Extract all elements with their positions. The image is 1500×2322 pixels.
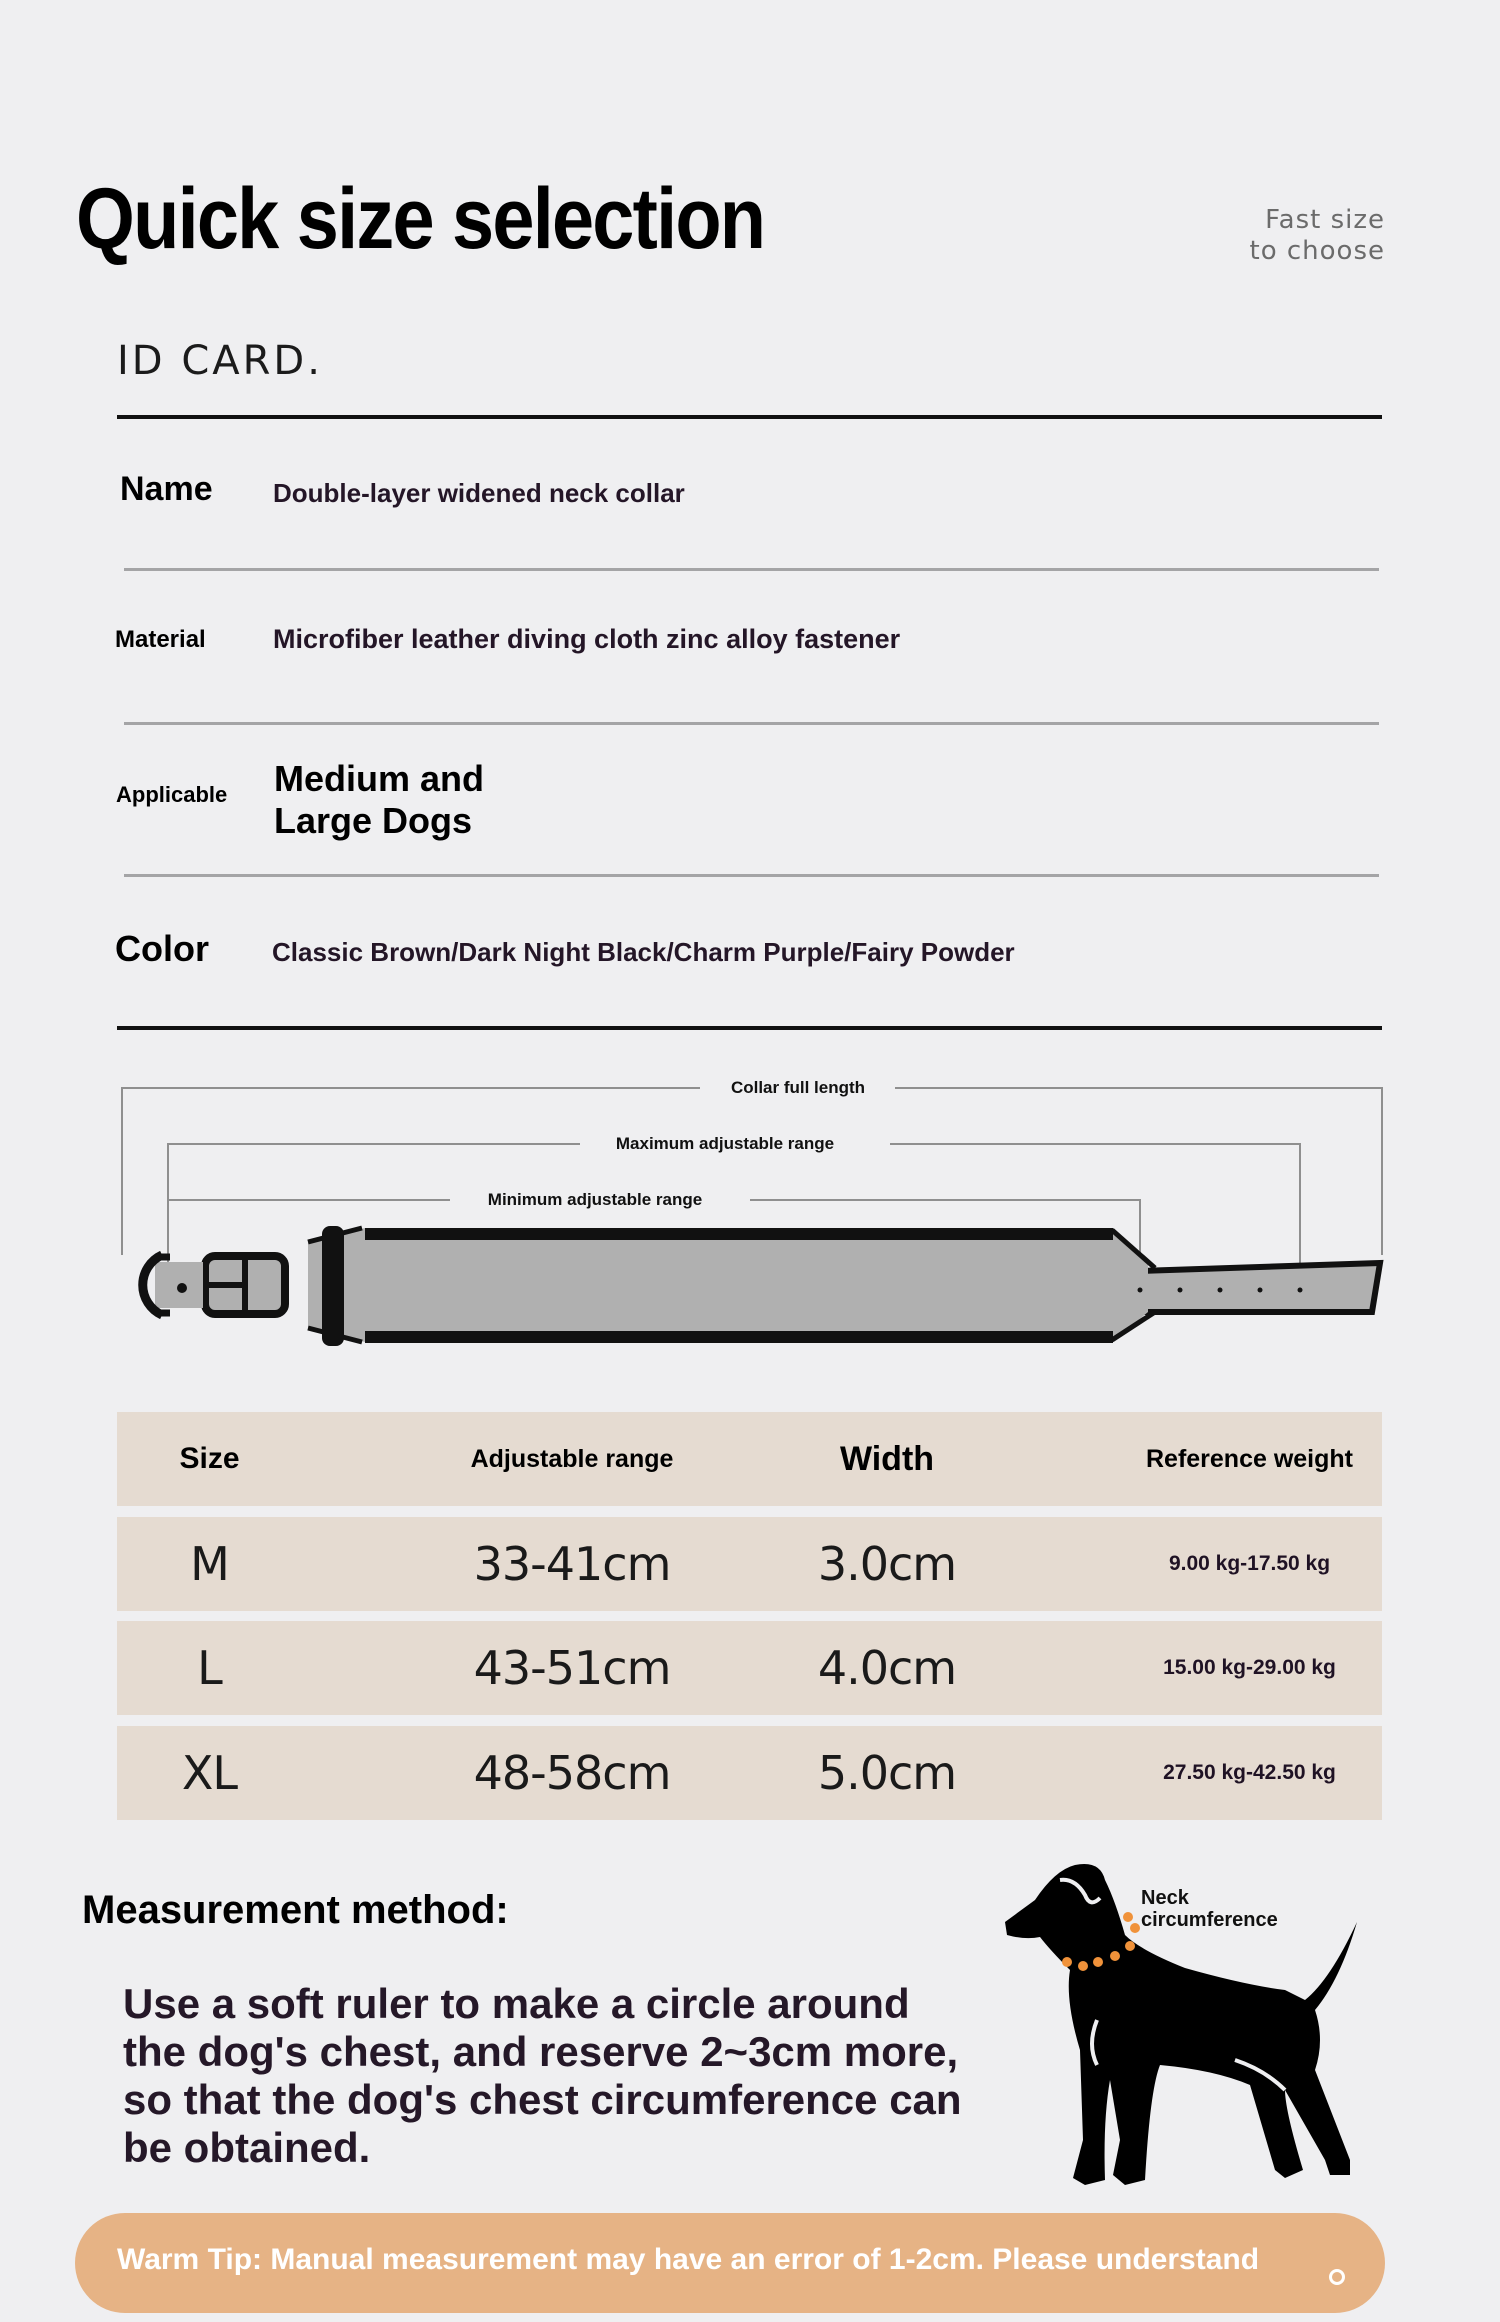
header-width: Width [839,1439,935,1478]
collar-hole [1138,1288,1143,1293]
width-cell: 4.0cm [817,1641,957,1695]
applicable-value: Medium and Large Dogs [274,758,485,841]
circle-dot-icon [1329,2269,1345,2285]
divider-top [117,415,1382,419]
page-subtitle [1250,205,1386,267]
material-label: Material [115,626,206,653]
header-size: Size [179,1442,240,1475]
name-label: Name [120,470,213,508]
id-card-heading: ID CARD. [117,338,323,384]
measurement-title: Measurement method: [82,1888,509,1932]
size-cell: M [190,1537,229,1591]
table-row [117,1517,1382,1611]
divider [124,568,1379,571]
collar-hole [1218,1288,1223,1293]
divider [124,722,1379,725]
collar-hole [1298,1288,1303,1293]
width-cell: 5.0cm [817,1746,957,1800]
collar-diagram [100,1050,1400,1370]
subtitle-line-2: to choose [1249,236,1385,266]
neck-circumference-label [1141,1887,1278,1931]
color-value: Classic Brown/Dark Night Black/Charm Purple/Fairy Powder [272,937,1015,967]
material-value: Microfiber leather diving cloth zinc alloy fastener [273,624,901,654]
range-cell: 43-51cm [473,1641,671,1695]
collar-padded-section [308,1228,1148,1342]
collar-hole [1178,1288,1183,1293]
color-label: Color [115,928,209,969]
size-cell: XL [181,1746,238,1800]
measurement-instructions: Use a soft ruler to make a circle around the dog's chest, and reserve 2~3cm more, so that the dog's chest circumference can be obtained. [123,1980,962,2171]
range-cell: 33-41cm [473,1537,671,1591]
neck-dot [1078,1961,1088,1971]
divider-bottom [117,1026,1382,1030]
range-cell: 48-58cm [473,1746,671,1800]
table-row [117,1726,1382,1820]
width-cell: 3.0cm [817,1537,957,1591]
page-title: Quick size selection [76,171,765,267]
min-range-label: Minimum adjustable range [487,1190,703,1209]
neck-dot [1130,1923,1140,1933]
weight-cell: 27.50 kg-42.50 kg [1163,1761,1336,1784]
warm-tip-banner [75,2213,1385,2313]
neck-dot [1123,1912,1133,1922]
table-row [117,1621,1382,1715]
weight-cell: 9.00 kg-17.50 kg [1168,1552,1331,1575]
neck-dot [1110,1951,1120,1961]
table-header-row [117,1412,1382,1506]
name-value: Double-layer widened neck collar [273,478,685,508]
header-adjustable-range: Adjustable range [470,1444,674,1473]
applicable-label: Applicable [116,782,228,807]
subtitle-line-1: Fast size [1265,205,1385,235]
max-range-label: Maximum adjustable range [615,1134,835,1153]
rivet [177,1283,187,1293]
collar-hole [1258,1288,1263,1293]
collar-keeper [322,1226,344,1346]
neck-dot [1125,1941,1135,1951]
size-cell: L [197,1641,222,1695]
divider [124,874,1379,877]
warm-tip-text: Warm Tip: Manual measurement may have an error of 1-2cm. Please understand [117,2243,1260,2276]
full-length-label: Collar full length [730,1078,866,1097]
neck-label-line-1: Neck [1141,1887,1189,1909]
neck-label-line-2: circumference [1141,1909,1278,1931]
weight-cell: 15.00 kg-29.00 kg [1163,1656,1336,1679]
header-reference-weight: Reference weight [1145,1444,1353,1473]
neck-dot [1062,1957,1072,1967]
neck-dot [1093,1957,1103,1967]
collar-illustration [143,1226,1380,1346]
